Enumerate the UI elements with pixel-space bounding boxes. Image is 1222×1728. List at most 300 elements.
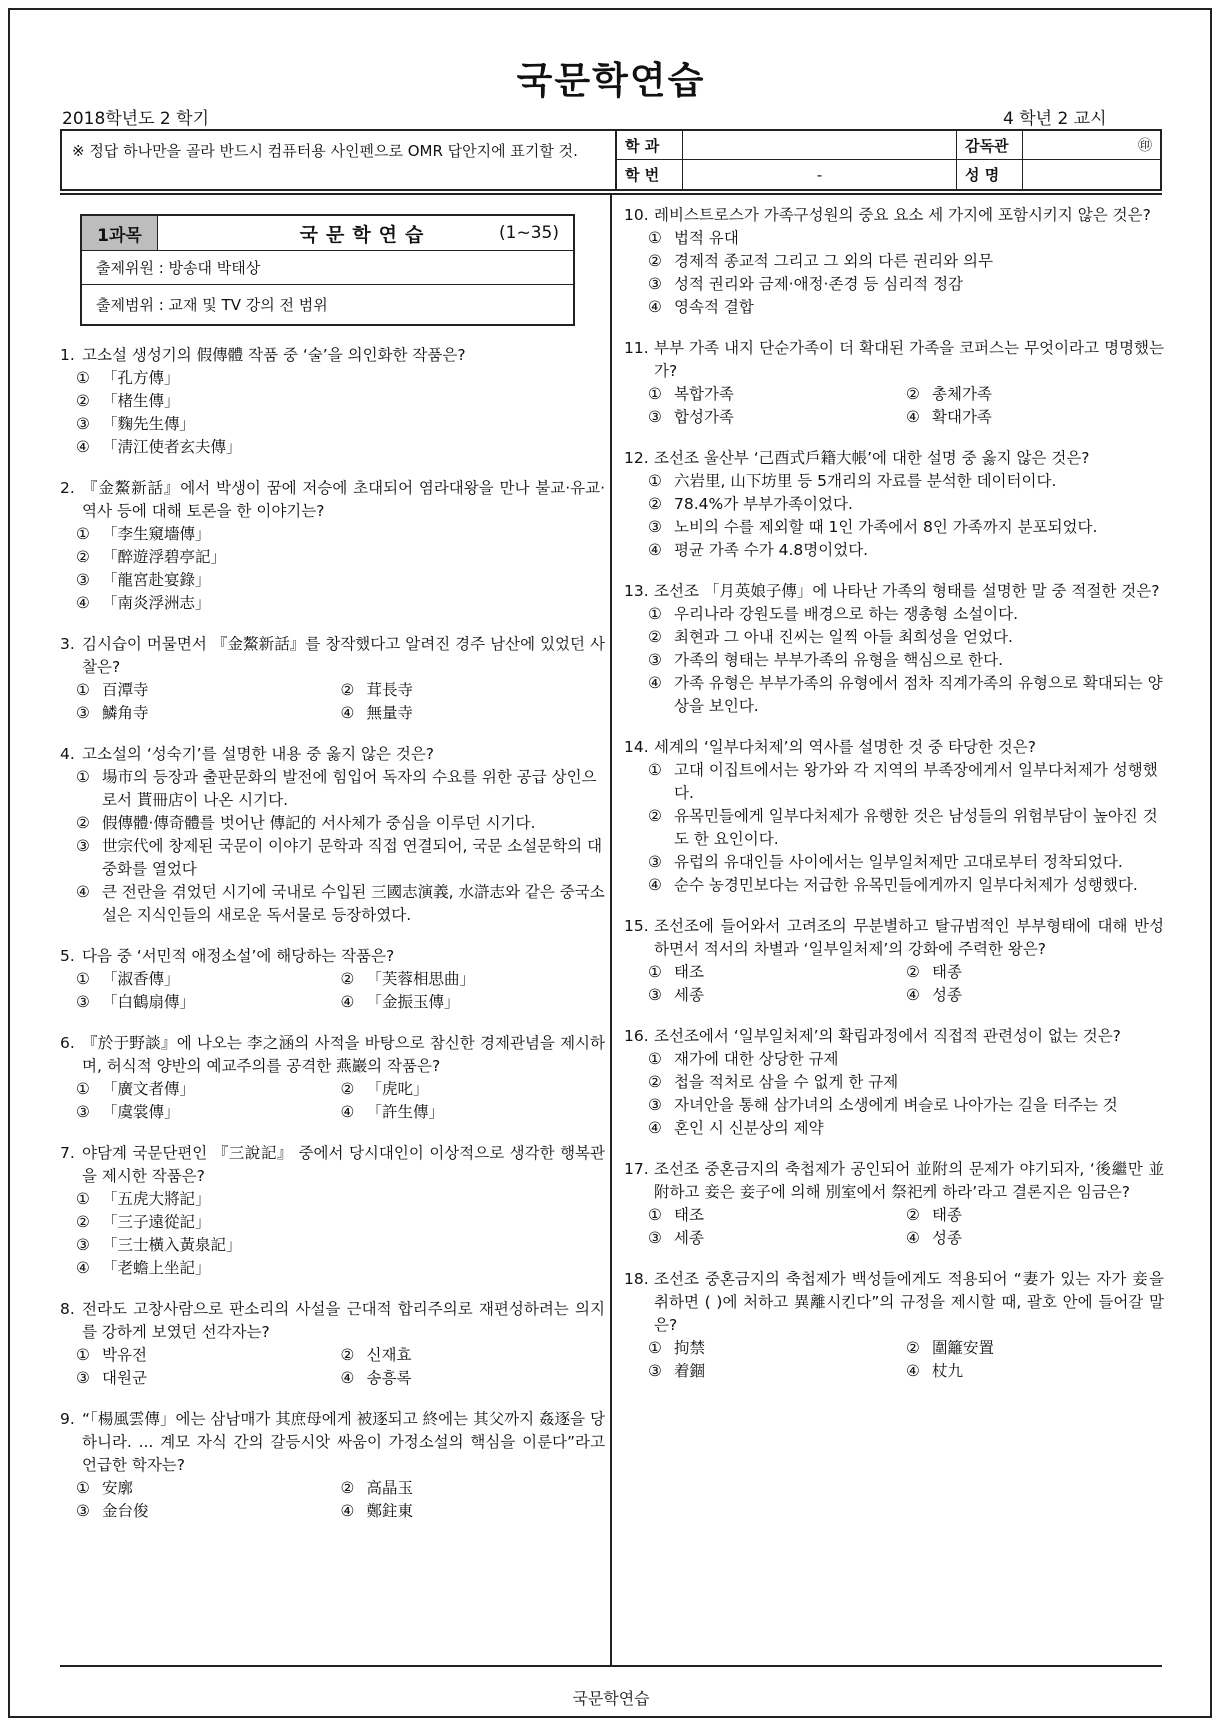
question-12: [624, 447, 1164, 562]
option-marker: ③: [648, 1362, 662, 1380]
option-3[interactable]: [76, 1234, 605, 1257]
option-4[interactable]: [906, 1360, 1164, 1383]
option-1[interactable]: [648, 1048, 1164, 1071]
option-marker: ④: [648, 298, 662, 316]
option-marker: ①: [76, 1479, 90, 1497]
question-number: 8.: [60, 1300, 75, 1318]
year-label: 2018학년도 2 학기: [62, 109, 209, 129]
option-marker: ④: [340, 704, 355, 722]
option-4[interactable]: [648, 1117, 1164, 1140]
option-marker: ④: [340, 1103, 355, 1121]
option-1[interactable]: [76, 1477, 341, 1500]
option-marker: ①: [648, 761, 662, 779]
option-marker: ④: [648, 876, 662, 894]
question-number: 18.: [624, 1270, 649, 1288]
question-stem: [624, 736, 1164, 759]
question-text: 조선조 울산부 ‘己酉式戶籍大帳’에 대한 설명 중 옳지 않은 것은?: [654, 449, 1090, 467]
option-text: 큰 전란을 겪었던 시기에 국내로 수입된 三國志演義, 水滸志와 같은 중국소설은 지식인들의 새로운 독서물로 등장하였다.: [102, 883, 605, 924]
question-text: 『金鰲新話』에서 박생이 꿈에 저승에 초대되어 염라대왕을 만나 불교·유교·역사 등에 대해 토론을 한 이야기는?: [82, 479, 605, 520]
option-marker: ④: [906, 1362, 920, 1380]
option-1[interactable]: [76, 523, 605, 546]
option-3[interactable]: [648, 1227, 906, 1250]
option-text: 송흥록: [366, 1369, 412, 1387]
option-2[interactable]: [76, 390, 605, 413]
option-marker: ①: [648, 1206, 662, 1224]
question-number: 2.: [60, 479, 75, 497]
option-marker: ①: [76, 1080, 90, 1098]
option-marker: ③: [648, 275, 662, 293]
option-4[interactable]: [648, 672, 1164, 718]
option-1[interactable]: [76, 367, 605, 390]
question-stem: [624, 1268, 1164, 1337]
option-marker: ③: [648, 651, 662, 669]
option-text: 鱗角寺: [102, 704, 149, 722]
question-stem: [60, 743, 605, 766]
option-marker: ③: [76, 415, 90, 433]
option-marker: ③: [76, 837, 90, 855]
question-6: [60, 1032, 605, 1124]
question-stem: [624, 1025, 1164, 1048]
question-number: 13.: [624, 582, 649, 600]
option-marker: ④: [340, 1369, 355, 1387]
question-text: 고소설의 ‘성숙기’를 설명한 내용 중 옳지 않은 것은?: [82, 745, 435, 763]
option-text: 「許生傳」: [366, 1103, 445, 1121]
option-marker: ③: [76, 993, 90, 1011]
option-text: 金台俊: [102, 1502, 149, 1520]
session-label: 4 학년 2 교시: [1003, 109, 1107, 129]
option-text: 世宗代에 창제된 국문이 이야기 문학과 직접 연결되어, 국문 소설문학의 대중화를 열었다: [102, 837, 603, 878]
option-4[interactable]: [76, 881, 605, 927]
option-text: 「淸江使者玄夫傳」: [102, 438, 242, 456]
option-text: 첩을 적처로 삼을 수 없게 한 규제: [674, 1073, 899, 1091]
supervisor-label: 감독관: [957, 131, 1023, 160]
option-1[interactable]: [76, 679, 341, 702]
option-1[interactable]: [648, 227, 1164, 250]
option-marker: ②: [76, 548, 90, 566]
option-marker: ①: [76, 1190, 90, 1208]
option-text: 법적 유대: [674, 229, 739, 247]
option-3[interactable]: [76, 1101, 341, 1124]
option-marker: ②: [906, 385, 920, 403]
question-text: 조선조에 들어와서 고려조의 무분별하고 탈규범적인 부부형태에 대해 반성하면서 적서의 차별과 ‘일부일처제’의 강화에 주력한 왕은?: [654, 917, 1164, 958]
option-marker: ④: [648, 1119, 662, 1137]
question-16: [624, 1025, 1164, 1140]
option-3[interactable]: [648, 516, 1164, 539]
page-footer: 국문학연습: [572, 1689, 650, 1708]
option-text: 복합가족: [674, 385, 734, 403]
question-number: 3.: [60, 635, 75, 653]
option-3[interactable]: [76, 413, 605, 436]
option-text: 평균 가족 수가 4.8명이었다.: [674, 541, 869, 559]
options-list: [648, 470, 1164, 562]
option-text: 영속적 결합: [674, 298, 754, 316]
option-3[interactable]: [76, 1367, 341, 1390]
option-text: 유목민들에게 일부다처제가 유행한 것은 남성들의 위험부담이 높아진 것도 한 요인이다.: [674, 807, 1158, 848]
option-marker: ①: [76, 681, 90, 699]
student-info-header: [60, 129, 1162, 191]
option-marker: ③: [76, 1502, 90, 1520]
option-marker: ②: [906, 1206, 920, 1224]
option-text: 우리나라 강원도를 배경으로 하는 쟁총형 소설이다.: [674, 605, 1018, 623]
option-2[interactable]: [648, 1071, 1164, 1094]
question-stem: [624, 580, 1164, 603]
question-number: 5.: [60, 947, 75, 965]
options-list: [648, 961, 1164, 1007]
option-text: 圍籬安置: [932, 1339, 995, 1357]
question-number: 16.: [624, 1027, 649, 1045]
option-text: 「南炎浮洲志」: [102, 594, 211, 612]
option-text: 최현과 그 아내 진씨는 일찍 아들 최희성을 얻었다.: [674, 628, 1013, 646]
option-4[interactable]: [341, 1500, 606, 1523]
question-stem: [624, 447, 1164, 470]
option-3[interactable]: [648, 649, 1164, 672]
option-text: 「三子遠從記」: [102, 1213, 211, 1231]
option-marker: ④: [76, 438, 90, 456]
subject-name: 국문학연습: [299, 223, 432, 246]
question-number: 11.: [624, 339, 649, 357]
option-marker: ④: [906, 1229, 920, 1247]
option-3[interactable]: [648, 984, 906, 1007]
option-4[interactable]: [341, 702, 606, 725]
option-text: 拘禁: [674, 1339, 706, 1357]
option-text: 高晶玉: [366, 1479, 414, 1497]
option-text: 가족의 형태는 부부가족의 유형을 핵심으로 한다.: [674, 651, 1004, 669]
option-2[interactable]: [341, 968, 606, 991]
option-marker: ②: [648, 495, 662, 513]
option-4[interactable]: [906, 984, 1164, 1007]
option-text: 재가에 대한 상당한 규제: [674, 1050, 839, 1068]
question-number: 1.: [60, 346, 75, 364]
question-13: [624, 580, 1164, 718]
option-4[interactable]: [906, 406, 1164, 429]
right-column: [624, 200, 1164, 1383]
option-2[interactable]: [341, 1078, 606, 1101]
option-2[interactable]: [341, 1477, 606, 1500]
option-1[interactable]: [648, 1337, 906, 1360]
question-2: [60, 477, 605, 615]
option-1[interactable]: [648, 1204, 906, 1227]
option-marker: ④: [906, 408, 920, 426]
option-3[interactable]: [648, 851, 1164, 874]
option-2[interactable]: [648, 493, 1164, 516]
option-marker: ①: [648, 472, 662, 490]
option-text: 六岩里, 山下坊里 등 5개리의 자료를 분석한 데이터이다.: [674, 472, 1057, 490]
options-list: [648, 383, 1164, 429]
option-text: 「老蟾上坐記」: [102, 1259, 211, 1277]
options-list: [648, 603, 1164, 718]
name-label: 성 명: [957, 160, 1023, 189]
option-text: 「李生窺墻傳」: [102, 525, 211, 543]
question-3: [60, 633, 605, 725]
option-marker: ②: [648, 1073, 662, 1091]
option-4[interactable]: [648, 296, 1164, 319]
question-text: 조선조 중혼금지의 축첩제가 백성들에게도 적용되어 “妻가 있는 자가 妾을 취하면 ( )에 처하고 異離시킨다”의 규정을 제시할 때, 괄호 안에 들어갈 말은?: [654, 1270, 1164, 1334]
option-marker: ①: [76, 369, 90, 387]
option-3[interactable]: [648, 1094, 1164, 1117]
option-marker: ④: [76, 1259, 90, 1277]
omr-notice: ※ 정답 하나만을 골라 반드시 컴퓨터용 사인펜으로 OMR 답안지에 표기할 것.: [62, 131, 617, 189]
option-1[interactable]: [648, 383, 906, 406]
question-stem: [60, 344, 605, 367]
option-text: 태조: [674, 1206, 704, 1224]
option-marker: ③: [648, 1096, 662, 1114]
name-field[interactable]: [1023, 160, 1160, 189]
option-1[interactable]: [76, 968, 341, 991]
option-4[interactable]: [341, 991, 606, 1014]
option-4[interactable]: [76, 1257, 605, 1280]
option-4[interactable]: [341, 1367, 606, 1390]
options-list: [648, 227, 1164, 319]
option-text: 場市의 등장과 출판문화의 발전에 힘입어 독자의 수요를 위한 공급 상인으로서 貰冊店이 나온 시기다.: [102, 768, 597, 809]
option-text: 세종: [674, 986, 704, 1004]
option-3[interactable]: [76, 702, 341, 725]
option-text: 태종: [932, 1206, 962, 1224]
question-18: [624, 1268, 1164, 1383]
question-number: 10.: [624, 206, 649, 224]
option-text: 총체가족: [932, 385, 992, 403]
options-list: [76, 1078, 605, 1124]
option-text: 「廣文者傳」: [102, 1080, 196, 1098]
option-marker: ①: [648, 385, 662, 403]
option-4[interactable]: [76, 592, 605, 615]
option-2[interactable]: [906, 1337, 1164, 1360]
option-marker: ③: [76, 704, 90, 722]
options-list: [76, 1188, 605, 1280]
option-marker: ①: [648, 605, 662, 623]
option-1[interactable]: [648, 759, 1164, 805]
question-number: 6.: [60, 1034, 75, 1052]
question-text: 레비스트로스가 가족구성원의 중요 요소 세 가지에 포함시키지 않은 것은?: [654, 206, 1151, 224]
option-text: 着錮: [674, 1362, 706, 1380]
question-10: [624, 204, 1164, 319]
option-text: 「三士橫入黃泉記」: [102, 1236, 242, 1254]
question-stem: [60, 633, 605, 679]
option-text: 「淑香傳」: [102, 970, 180, 988]
option-text: 鄭鉒東: [366, 1502, 414, 1520]
option-text: 대원군: [102, 1369, 147, 1387]
question-5: [60, 945, 605, 1014]
question-4: [60, 743, 605, 927]
option-text: 신재효: [366, 1346, 412, 1364]
option-marker: ④: [340, 1502, 355, 1520]
option-2[interactable]: [341, 679, 606, 702]
option-marker: ②: [340, 1479, 355, 1497]
option-4[interactable]: [648, 874, 1164, 897]
question-stem: [60, 1408, 605, 1477]
question-stem: [60, 1032, 605, 1078]
option-marker: ②: [340, 1080, 355, 1098]
subject-box: [80, 214, 575, 326]
option-marker: ③: [648, 986, 662, 1004]
option-marker: ④: [648, 541, 662, 559]
option-marker: ③: [76, 1103, 90, 1121]
options-list: [76, 679, 605, 725]
option-marker: ③: [76, 1236, 90, 1254]
option-2[interactable]: [906, 383, 1164, 406]
option-marker: ②: [340, 681, 355, 699]
question-text: 고소설 생성기의 假傳體 작품 중 ‘술’을 의인화한 작품은?: [82, 346, 466, 364]
option-2[interactable]: [76, 546, 605, 569]
option-text: 「虎叱」: [366, 1080, 429, 1098]
option-3[interactable]: [76, 991, 341, 1014]
options-list: [76, 968, 605, 1014]
option-4[interactable]: [906, 1227, 1164, 1250]
option-4[interactable]: [341, 1101, 606, 1124]
option-marker: ④: [76, 883, 90, 901]
option-text: 假傳體·傳奇體를 벗어난 傳記的 서사체가 중심을 이루던 시기다.: [102, 814, 536, 832]
question-text: 조선조에서 ‘일부일처제’의 확립과정에서 직접적 관련성이 없는 것은?: [654, 1027, 1121, 1045]
question-text: 조선조 「月英娘子傳」에 나타난 가족의 형태를 설명한 말 중 적절한 것은?: [654, 582, 1160, 600]
option-text: 百潭寺: [102, 681, 149, 699]
option-text: 「虞裳傳」: [102, 1103, 180, 1121]
question-stem: [624, 337, 1164, 383]
question-11: [624, 337, 1164, 429]
option-marker: ③: [648, 853, 662, 871]
option-marker: ②: [76, 814, 90, 832]
left-column: [60, 200, 605, 1523]
option-text: 성종: [932, 986, 962, 1004]
option-text: 「孔方傳」: [102, 369, 180, 387]
option-text: 합성가족: [674, 408, 734, 426]
question-stem: [624, 915, 1164, 961]
option-text: 杖九: [932, 1362, 964, 1380]
option-marker: ①: [76, 768, 90, 786]
option-text: 茸長寺: [366, 681, 414, 699]
options-list: [648, 1048, 1164, 1140]
question-text: 야담계 국문단편인 『三說記』 중에서 당시대인이 이상적으로 생각한 행복관을 제시한 작품은?: [82, 1144, 605, 1185]
question-text: 부부 가족 내지 단순가족이 더 확대된 가족을 코퍼스는 무엇이라고 명명했는가?: [654, 339, 1164, 380]
question-number: 9.: [60, 1410, 75, 1428]
option-marker: ②: [648, 807, 662, 825]
option-text: 세종: [674, 1229, 704, 1247]
option-marker: ③: [76, 571, 90, 589]
option-marker: ④: [76, 594, 90, 612]
option-text: 확대가족: [932, 408, 992, 426]
footer-divider: [60, 1665, 1162, 1667]
student-info-grid: [617, 131, 1160, 189]
option-text: 「五虎大將記」: [102, 1190, 211, 1208]
option-1[interactable]: [648, 961, 906, 984]
option-3[interactable]: [76, 569, 605, 592]
option-text: 성종: [932, 1229, 962, 1247]
options-list: [76, 367, 605, 459]
options-list: [76, 1344, 605, 1390]
question-text: 김시습이 머물면서 『金鰲新話』를 창작했다고 알려진 경주 남산에 있었던 사찰은?: [82, 635, 605, 676]
question-stem: [624, 204, 1164, 227]
option-marker: ②: [648, 252, 662, 270]
options-list: [76, 523, 605, 615]
option-marker: ②: [648, 628, 662, 646]
question-stem: [60, 1142, 605, 1188]
subject-scope: 출제범위 : 교재 및 TV 강의 전 범위: [96, 296, 328, 314]
dept-label: 학 과: [617, 131, 683, 160]
id-field[interactable]: -: [683, 160, 957, 189]
question-text: 『於于野談』에 나오는 李之涵의 사적을 바탕으로 참신한 경제관념을 제시하며, 허식적 양반의 예교주의를 공격한 燕巖의 작품은?: [82, 1034, 605, 1075]
option-text: 성적 권리와 금제·애정·존경 등 심리적 정감: [674, 275, 964, 293]
option-3[interactable]: [648, 273, 1164, 296]
option-marker: ①: [648, 963, 662, 981]
option-1[interactable]: [76, 1078, 341, 1101]
option-2[interactable]: [648, 626, 1164, 649]
options-list: [648, 1204, 1164, 1250]
options-list: [76, 1477, 605, 1523]
option-marker: ④: [906, 986, 920, 1004]
question-number: 7.: [60, 1144, 75, 1162]
id-label: 학 번: [617, 160, 683, 189]
option-3[interactable]: [76, 1500, 341, 1523]
question-number: 4.: [60, 745, 75, 763]
option-2[interactable]: [906, 1204, 1164, 1227]
option-3[interactable]: [76, 835, 605, 881]
option-3[interactable]: [648, 406, 906, 429]
option-text: 「芙蓉相思曲」: [366, 970, 476, 988]
subject-tag: 1과목: [82, 216, 158, 250]
page-title: 국문학연습: [516, 59, 706, 102]
option-marker: ①: [76, 1346, 90, 1364]
option-marker: ③: [648, 518, 662, 536]
option-marker: ③: [648, 1229, 662, 1247]
option-1[interactable]: [76, 1188, 605, 1211]
option-text: 순수 농경민보다는 저급한 유목민들에게까지 일부다처제가 성행했다.: [674, 876, 1138, 894]
question-text: “「楊風雲傳」에는 삼남매가 其庶母에게 被逐되고 終에는 其父까지 姦逐을 당하니라. ... 계모 자식 간의 갈등시앗 싸움이 가정소설의 핵심을 이룬다”라고 언급한 학자는?: [82, 1410, 605, 1474]
question-14: [624, 736, 1164, 897]
seal-field[interactable]: ㊞: [1023, 131, 1160, 160]
option-1[interactable]: [648, 603, 1164, 626]
option-marker: ①: [76, 970, 90, 988]
option-2[interactable]: [76, 1211, 605, 1234]
option-marker: ①: [648, 1339, 662, 1357]
question-stem: [60, 945, 605, 968]
option-text: 노비의 수를 제외할 때 1인 가족에서 8인 가족까지 분포되었다.: [674, 518, 1098, 536]
option-text: 경제적 종교적 그리고 그 외의 다른 권리와 의무: [674, 252, 993, 270]
options-list: [648, 1337, 1164, 1383]
question-text: 다음 중 ‘서민적 애정소설’에 해당하는 작품은?: [82, 947, 395, 965]
option-3[interactable]: [648, 1360, 906, 1383]
option-marker: ④: [340, 993, 355, 1011]
option-text: 「醉遊浮碧亭記」: [102, 548, 227, 566]
option-text: 「楮生傳」: [102, 392, 180, 410]
option-text: 「麴先生傳」: [102, 415, 196, 433]
option-2[interactable]: [76, 812, 605, 835]
options-list: [648, 759, 1164, 897]
question-1: [60, 344, 605, 459]
question-stem: [60, 1298, 605, 1344]
options-list: [76, 766, 605, 927]
option-marker: ③: [76, 1369, 90, 1387]
option-2[interactable]: [648, 805, 1164, 851]
option-text: 「白鶴扇傳」: [102, 993, 196, 1011]
option-2[interactable]: [906, 961, 1164, 984]
option-text: 「金振玉傳」: [366, 993, 460, 1011]
option-2[interactable]: [341, 1344, 606, 1367]
option-text: 박유전: [102, 1346, 147, 1364]
subject-author: 출제위원 : 방송대 박태상: [82, 251, 573, 285]
option-marker: ①: [648, 1050, 662, 1068]
question-8: [60, 1298, 605, 1390]
option-2[interactable]: [648, 250, 1164, 273]
question-9: [60, 1408, 605, 1523]
dept-field[interactable]: [683, 131, 957, 160]
option-4[interactable]: [648, 539, 1164, 562]
question-text: 조선조 중혼금지의 축첩제가 공인되어 並附의 문제가 야기되자, ‘後繼만 並附하고 妾은 妾子에 의해 別室에서 祭祀케 하라’라고 결론지은 임금은?: [654, 1160, 1164, 1201]
option-marker: ②: [906, 1339, 920, 1357]
option-text: 혼인 시 신분상의 제약: [674, 1119, 824, 1137]
option-marker: ②: [76, 1213, 90, 1231]
option-1[interactable]: [648, 470, 1164, 493]
option-1[interactable]: [76, 1344, 341, 1367]
option-4[interactable]: [76, 436, 605, 459]
option-1[interactable]: [76, 766, 605, 812]
